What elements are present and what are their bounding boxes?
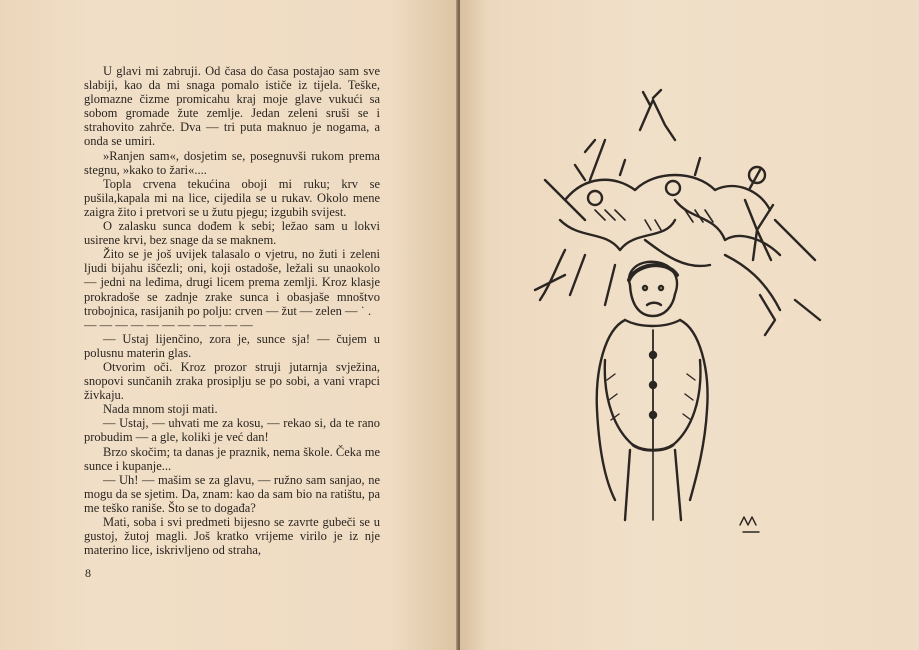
- paragraph: Žito se je još uvijek talasalo o vjetru, no žuti i zeleni ljudi bijahu iščezli; oni, koji ostadoše, ležali su unaokolo — jedni na leđima, drugi licem prema zemlji. Kroz klasje prokradoše se zadnje zrake sunca i obasjaše mnoštvo trobojnica, rasijanih po polju: crven — žut — zelen — ˙ .: [84, 247, 380, 318]
- paragraph: — Uh! — mašim se za glavu, — ružno sam sanjao, ne mogu da se sjetim. Da, znam: kao da sam bio na ratištu, pa me teško raniše. Što se to događa?: [84, 472, 380, 515]
- paragraph: Otvorim oči. Kroz prozor struji jutarnja svježina, snopovi sunčanih zraka prosiplju se po sobi, a vani vrapci živkaju.: [84, 359, 380, 403]
- paragraph: Mati, soba i svi predmeti bijesno se zavrte gubeči se u gustoj, žutoj magli. Još kratko vrijeme virilo je iz nje materino lice, iskrivljeno od straha,: [84, 515, 380, 558]
- left-page: [0, 0, 458, 650]
- paragraph: — Ustaj, — uhvati me za kosu, — rekao si, da te rano probudim — a gle, koliki je već dan!: [84, 416, 380, 445]
- paragraph: »Ranjen sam«, dosjetim se, posegnuvši rukom prema stegnu, »kako to žari«....: [84, 148, 380, 177]
- paragraph: U glavi mi zabruji. Od časa do časa postajao sam sve slabiji, kao da mi snaga pomalo ističe iz tijela. Teške, glomazne čizme promicahu kraj moje glave vukući sa sobom gromade žute zemlje. Jedan zeleni sruši se i strahovito zahrče. Dva — tri puta maknuo je nogama, a onda se umiri.: [84, 64, 380, 149]
- paragraph: Nada mnom stoji mati.: [103, 402, 218, 417]
- paragraph: Brzo skočim; ta danas je praznik, nema škole. Čeka me sunce i kupanje...: [84, 444, 380, 473]
- paragraph: Topla crvena tekućina oboji mi ruku; krv se pušila,kapala mi na lice, cijedila se u rukav. Okolo mene zaigra žito i pretvori se u žutu pjegu; izgubih svijest.: [84, 176, 380, 219]
- section-separator: — — — — — — — — — — —: [84, 317, 253, 332]
- page-number: 8: [85, 566, 91, 580]
- paragraph: O zalasku sunca dođem k sebi; ležao sam u lokvi usirene krvi, bez snage da se maknem.: [84, 219, 380, 248]
- ink-sketch-illustration: [525, 80, 825, 550]
- paragraph: — Ustaj lijenčino, zora je, sunce sja! — čujem u polusnu materin glas.: [84, 331, 380, 360]
- body-text: [84, 64, 380, 557]
